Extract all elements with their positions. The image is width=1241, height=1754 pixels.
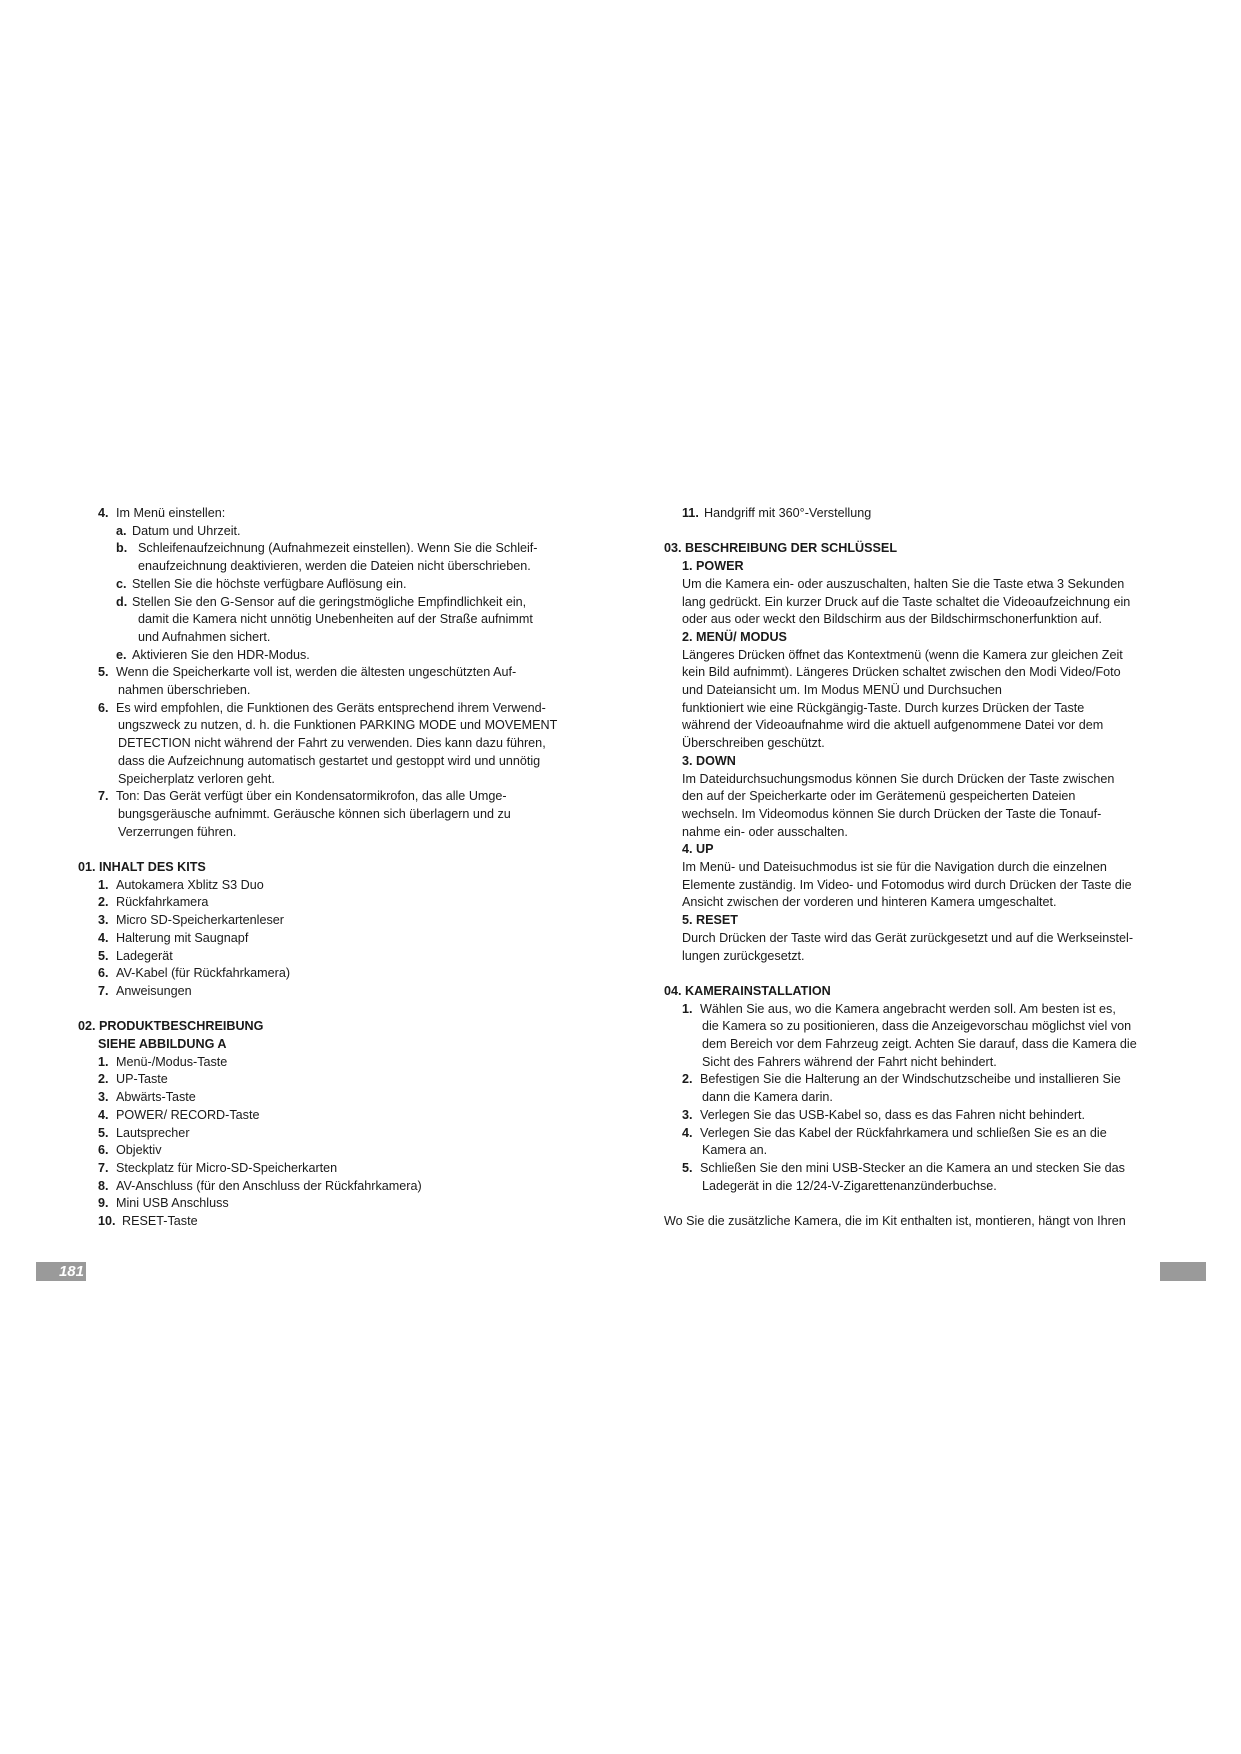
- list-item-continuation: damit die Kamera nicht unnötig Unebenheiten auf der Straße aufnimmt: [138, 612, 533, 627]
- spacer: [78, 1001, 598, 1019]
- list-item: 1. Menü-/Modus-Taste: [98, 1054, 228, 1069]
- list-item: 7. Anweisungen: [98, 983, 192, 998]
- list-item-continuation: dann die Kamera darin.: [702, 1090, 833, 1105]
- key-description-line: und Dateiansicht um. Im Modus MENÜ und Durchsuchen: [682, 683, 1002, 698]
- list-item: b. Schleifenaufzeichnung (Aufnahmezeit einstellen). Wenn Sie die Schleif-: [116, 541, 538, 556]
- list-item: 11. Handgriff mit 360°-Verstellung: [682, 506, 872, 520]
- page-number-bar: [36, 1262, 86, 1281]
- key-description-line: wechseln. Im Videomodus können Sie durch Drücken der Taste die Tonauf-: [682, 806, 1102, 821]
- list-item-continuation: nahmen überschrieben.: [118, 683, 251, 698]
- list-item: 6. AV-Kabel (für Rückfahrkamera): [98, 966, 291, 981]
- section-heading-kit: 01. INHALT DES KITS: [78, 860, 206, 875]
- list-item-continuation: Sicht des Fahrers während der Fahrt nicht behindert.: [702, 1054, 997, 1069]
- spacer: [664, 965, 1184, 983]
- list-item: 8. AV-Anschluss (für den Anschluss der Rückfahrkamera): [98, 1178, 422, 1193]
- list-item: 1. Autokamera Xblitz S3 Duo: [98, 877, 264, 892]
- key-description-line: Im Menü- und Dateisuchmodus ist sie für die Navigation durch die einzelnen: [682, 860, 1107, 875]
- list-item: 5. Lautsprecher: [98, 1125, 190, 1140]
- spacer: [664, 523, 1184, 541]
- list-item-continuation: dass die Aufzeichnung automatisch gestartet und gestoppt wird und unnötig: [118, 753, 541, 768]
- list-item: 5. Wenn die Speicherkarte voll ist, werden die ältesten ungeschützten Auf-: [98, 665, 517, 680]
- list-item-continuation: Speicherplatz verloren geht.: [118, 771, 275, 786]
- key-description-line: Längeres Drücken öffnet das Kontextmenü (wenn die Kamera zur gleichen Zeit: [682, 647, 1123, 662]
- list-item: d. Stellen Sie den G-Sensor auf die geringstmögliche Empfindlichkeit ein,: [116, 594, 527, 609]
- list-item: 1. Wählen Sie aus, wo die Kamera angebracht werden soll. Am besten ist es,: [682, 1001, 1116, 1016]
- spacer: [664, 1195, 1184, 1213]
- list-item-continuation: Ladegerät in die 12/24-V-Zigarettenanzünderbuchse.: [702, 1178, 997, 1193]
- closing-paragraph: Wo Sie die zusätzliche Kamera, die im Kit enthalten ist, montieren, hängt von Ihren: [664, 1214, 1126, 1229]
- section-heading-keys: 03. BESCHREIBUNG DER SCHLÜSSEL: [664, 541, 898, 556]
- list-item-continuation: dem Bereich vor dem Fahrzeug zeigt. Achten Sie darauf, dass die Kamera die: [702, 1037, 1137, 1052]
- list-item: 5. Ladegerät: [98, 948, 173, 963]
- list-item: 4. Im Menü einstellen:: [98, 506, 226, 520]
- list-item: 2. Befestigen Sie die Halterung an der Windschutzscheibe und installieren Sie: [682, 1072, 1121, 1087]
- list-item-continuation: und Aufnahmen sichert.: [138, 629, 271, 644]
- list-item: c. Stellen Sie die höchste verfügbare Auflösung ein.: [116, 576, 407, 591]
- key-title-reset: 5. RESET: [682, 913, 738, 928]
- list-item: e. Aktivieren Sie den HDR-Modus.: [116, 647, 310, 662]
- list-item: 4. POWER/ RECORD-Taste: [98, 1107, 260, 1122]
- list-item: 3. Abwärts-Taste: [98, 1090, 196, 1105]
- list-item: 3. Micro SD-Speicherkartenleser: [98, 913, 284, 928]
- key-description-line: funktioniert wie eine Rückgängig-Taste. Durch kurzes Drücken der Taste: [682, 700, 1085, 715]
- list-item: 6. Es wird empfohlen, die Funktionen des Geräts entsprechend ihrem Verwend-: [98, 700, 546, 715]
- key-description-line: Überschreiben geschützt.: [682, 736, 825, 751]
- list-item: 7. Ton: Das Gerät verfügt über ein Kondensatormikrofon, das alle Umge-: [98, 789, 507, 804]
- list-item: 5. Schließen Sie den mini USB-Stecker an die Kamera an und stecken Sie das: [682, 1160, 1125, 1175]
- list-item: 2. Rückfahrkamera: [98, 895, 209, 910]
- list-item: 7. Steckplatz für Micro-SD-Speicherkarten: [98, 1160, 338, 1175]
- page-bar-decoration: [1160, 1262, 1206, 1281]
- section-subheading: SIEHE ABBILDUNG A: [98, 1037, 227, 1052]
- list-item-continuation: DETECTION nicht während der Fahrt zu verwenden. Dies kann dazu führen,: [118, 736, 546, 751]
- list-item: 10. RESET-Taste: [98, 1214, 198, 1229]
- list-item-continuation: die Kamera so zu positionieren, dass die Anzeigevorschau möglichst viel von: [702, 1019, 1132, 1034]
- right-column: [664, 505, 1184, 1231]
- key-description-line: nahme ein- oder ausschalten.: [682, 824, 848, 839]
- key-description-line: Durch Drücken der Taste wird das Gerät zurückgesetzt und auf die Werkseinstel-: [682, 930, 1134, 945]
- key-title-down: 3. DOWN: [682, 753, 736, 768]
- key-description-line: Elemente zuständig. Im Video- und Fotomodus wird durch Drücken der Taste die: [682, 877, 1132, 892]
- key-title-power: 1. POWER: [682, 559, 744, 574]
- key-description-line: lang gedrückt. Ein kurzer Druck auf die Taste schaltet die Videoaufzeichnung ein: [682, 594, 1131, 609]
- spacer: [78, 841, 598, 859]
- left-column: [78, 505, 598, 1231]
- key-description-line: Im Dateidurchsuchungsmodus können Sie durch Drücken der Taste zwischen: [682, 771, 1115, 786]
- key-title-menu: 2. MENÜ/ MODUS: [682, 629, 787, 644]
- key-description-line: oder aus oder weckt den Bildschirm aus der Bildschirmschonerfunktion auf.: [682, 612, 1102, 627]
- list-item-continuation: enaufzeichnung deaktivieren, werden die Dateien nicht überschrieben.: [138, 559, 531, 574]
- section-heading-install: 04. KAMERAINSTALLATION: [664, 983, 831, 998]
- list-item: 4. Verlegen Sie das Kabel der Rückfahrkamera und schließen Sie es an die: [682, 1125, 1107, 1140]
- list-item: 9. Mini USB Anschluss: [98, 1196, 229, 1211]
- list-item: a. Datum und Uhrzeit.: [116, 523, 241, 538]
- key-description-line: Ansicht zwischen der vorderen und hinteren Kamera umgeschaltet.: [682, 895, 1057, 910]
- key-description-line: während der Videoaufnahme wird die aktuell aufgenommene Datei vor dem: [682, 718, 1104, 733]
- key-description-line: lungen zurückgesetzt.: [682, 948, 805, 963]
- key-description-line: Um die Kamera ein- oder auszuschalten, halten Sie die Taste etwa 3 Sekunden: [682, 576, 1125, 591]
- key-title-up: 4. UP: [682, 842, 714, 857]
- list-item: 3. Verlegen Sie das USB-Kabel so, dass es das Fahren nicht behindert.: [682, 1107, 1086, 1122]
- list-item-continuation: Verzerrungen führen.: [118, 824, 237, 839]
- page-number: 181: [58, 1263, 84, 1280]
- list-item: 2. UP-Taste: [98, 1072, 168, 1087]
- list-item: 4. Halterung mit Saugnapf: [98, 930, 249, 945]
- list-item-continuation: bungsgeräusche aufnimmt. Geräusche können sich überlagern und zu: [118, 806, 511, 821]
- list-item-continuation: Kamera an.: [702, 1143, 768, 1158]
- key-description-line: den auf der Speicherkarte oder im Gerätemenü gespeicherten Dateien: [682, 789, 1076, 804]
- list-item: 6. Objektiv: [98, 1143, 162, 1158]
- key-description-line: kein Bild aufnimmt). Längeres Drücken schaltet zwischen den Modi Video/Foto: [682, 665, 1121, 680]
- section-heading-product: 02. PRODUKTBESCHREIBUNG: [78, 1019, 264, 1034]
- list-item-continuation: ungszweck zu nutzen, d. h. die Funktionen PARKING MODE und MOVEMENT: [118, 718, 558, 733]
